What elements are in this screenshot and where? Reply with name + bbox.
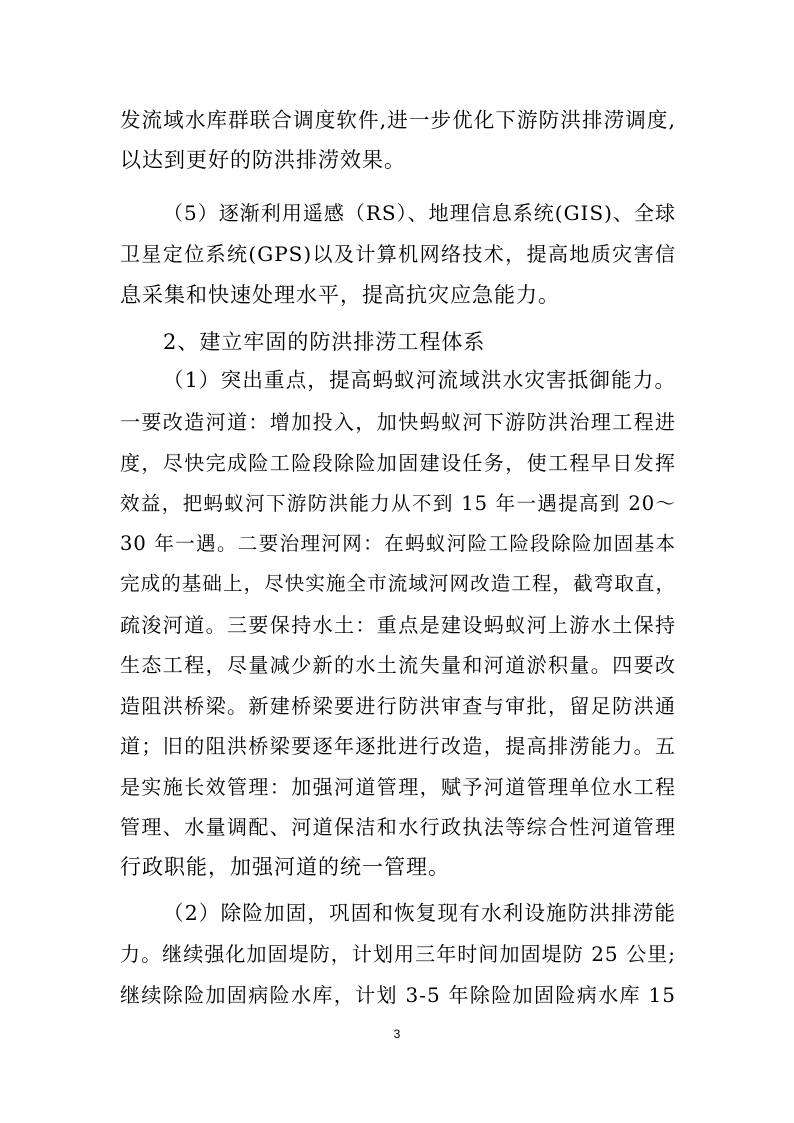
text-line: 力。继续强化加固堤防，计划用三年时间加固堤防 25 公里; [120, 942, 676, 966]
text-line: 完成的基础上，尽快实施全市流域河网改造工程，截弯取直， [120, 572, 676, 595]
text-line: 30 年一遇。二要治理河网：在蚂蚁河险工险段除险加固基本 [120, 532, 676, 555]
text-line: 道；旧的阻洪桥梁要逐年逐批进行改造，提高排涝能力。五 [120, 734, 676, 758]
text-line: 发流域水库群联合调度软件,进一步优化下游防洪排涝调度, [120, 108, 676, 132]
section-heading: 2、建立牢固的防洪排涝工程体系 [163, 330, 486, 354]
text-line: 息采集和快速处理水平，提高抗灾应急能力。 [120, 283, 560, 307]
text-line: （2）除险加固，巩固和恢复现有水利设施防洪排涝能 [163, 901, 676, 925]
text-line: 度，尽快完成险工险段除险加固建设任务，使工程早日发挥 [120, 451, 676, 475]
text-line: 管理、水量调配、河道保洁和水行政执法等综合性河道管理 [120, 815, 676, 839]
text-line: 卫星定位系统(GPS)以及计算机网络技术，提高地质灾害信 [120, 242, 676, 266]
text-line: （5）逐渐利用遥感（RS）、地理信息系统(GIS)、全球 [163, 201, 676, 225]
text-line: 造阻洪桥梁。新建桥梁要进行防洪审查与审批，留足防洪通 [120, 694, 676, 718]
text-line: 是实施长效管理：加强河道管理，赋予河道管理单位水工程 [120, 775, 676, 799]
text-line: 生态工程，尽量减少新的水土流失量和河道淤积量。四要改 [120, 653, 676, 677]
text-line: 效益，把蚂蚁河下游防洪能力从不到 15 年一遇提高到 20～ [120, 492, 676, 515]
text-line: 行政职能，加强河道的统一管理。 [120, 855, 450, 879]
text-line: 以达到更好的防洪排涝效果。 [120, 148, 406, 172]
text-line: （1）突出重点，提高蚂蚁河流域洪水灾害抵御能力。 [163, 368, 676, 392]
text-line: 一要改造河道：增加投入，加快蚂蚁河下游防洪治理工程进 [120, 410, 676, 434]
text-line: 疏浚河道。三要保持水土：重点是建设蚂蚁河上游水土保持 [120, 613, 676, 637]
page-number: 3 [393, 1027, 401, 1041]
text-line: 继续除险加固病险水库，计划 3-5 年除险加固险病水库 15 [120, 983, 676, 1007]
